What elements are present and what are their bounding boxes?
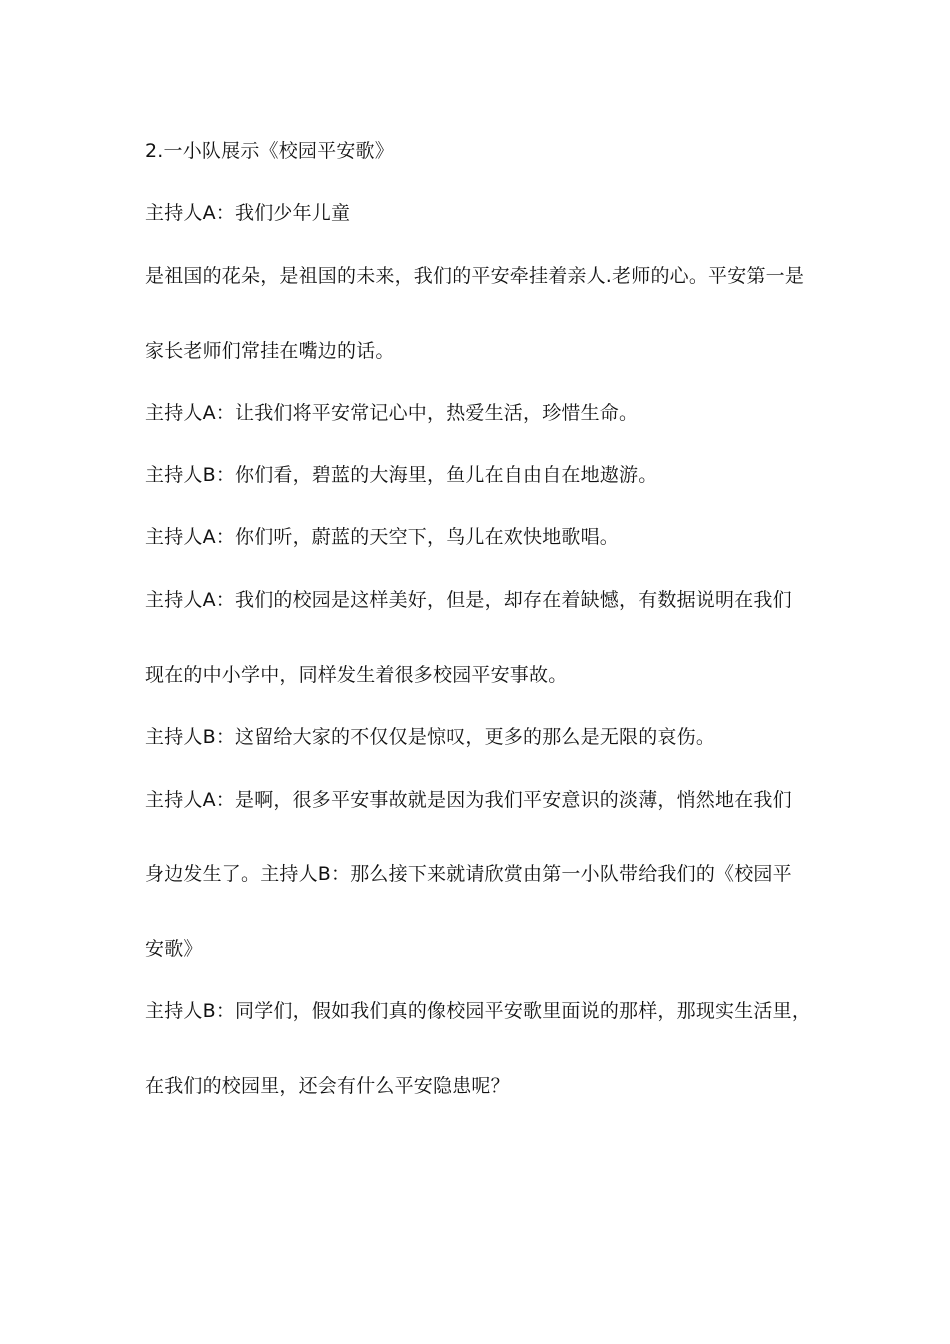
paragraph-line: 主持人B：你们看，碧蓝的大海里，鱼儿在自由自在地遨游。 <box>145 464 658 486</box>
paragraph-line: 主持人A：我们少年儿童 <box>145 202 351 224</box>
paragraph-line: 主持人A：我们的校园是这样美好，但是，却存在着缺憾，有数据说明在我们 <box>145 589 792 611</box>
paragraph-line: 安歌》 <box>145 938 203 960</box>
paragraph-line: 在我们的校园里，还会有什么平安隐患呢？ <box>145 1075 510 1097</box>
paragraph-line: 身边发生了。主持人B：那么接下来就请欣赏由第一小队带给我们的《校园平 <box>145 863 792 885</box>
paragraph-line: 现在的中小学中，同样发生着很多校园平安事故。 <box>145 664 568 686</box>
paragraph-line: 家长老师们常挂在嘴边的话。 <box>145 340 395 362</box>
section-heading: 2.一小队展示《校园平安歌》 <box>145 140 394 162</box>
paragraph-line: 主持人A：让我们将平安常记心中，热爱生活，珍惜生命。 <box>145 402 639 424</box>
paragraph-line: 主持人B：同学们，假如我们真的像校园平安歌里面说的那样，那现实生活里， <box>145 1000 812 1022</box>
paragraph-line: 主持人A：你们听，蔚蓝的天空下，鸟儿在欢快地歌唱。 <box>145 526 619 548</box>
paragraph-line: 是祖国的花朵，是祖国的未来，我们的平安牵挂着亲人.老师的心。平安第一是 <box>145 265 805 287</box>
paragraph-line: 主持人B：这留给大家的不仅仅是惊叹，更多的那么是无限的哀伤。 <box>145 726 716 748</box>
paragraph-line: 主持人A：是啊，很多平安事故就是因为我们平安意识的淡薄，悄然地在我们 <box>145 789 792 811</box>
